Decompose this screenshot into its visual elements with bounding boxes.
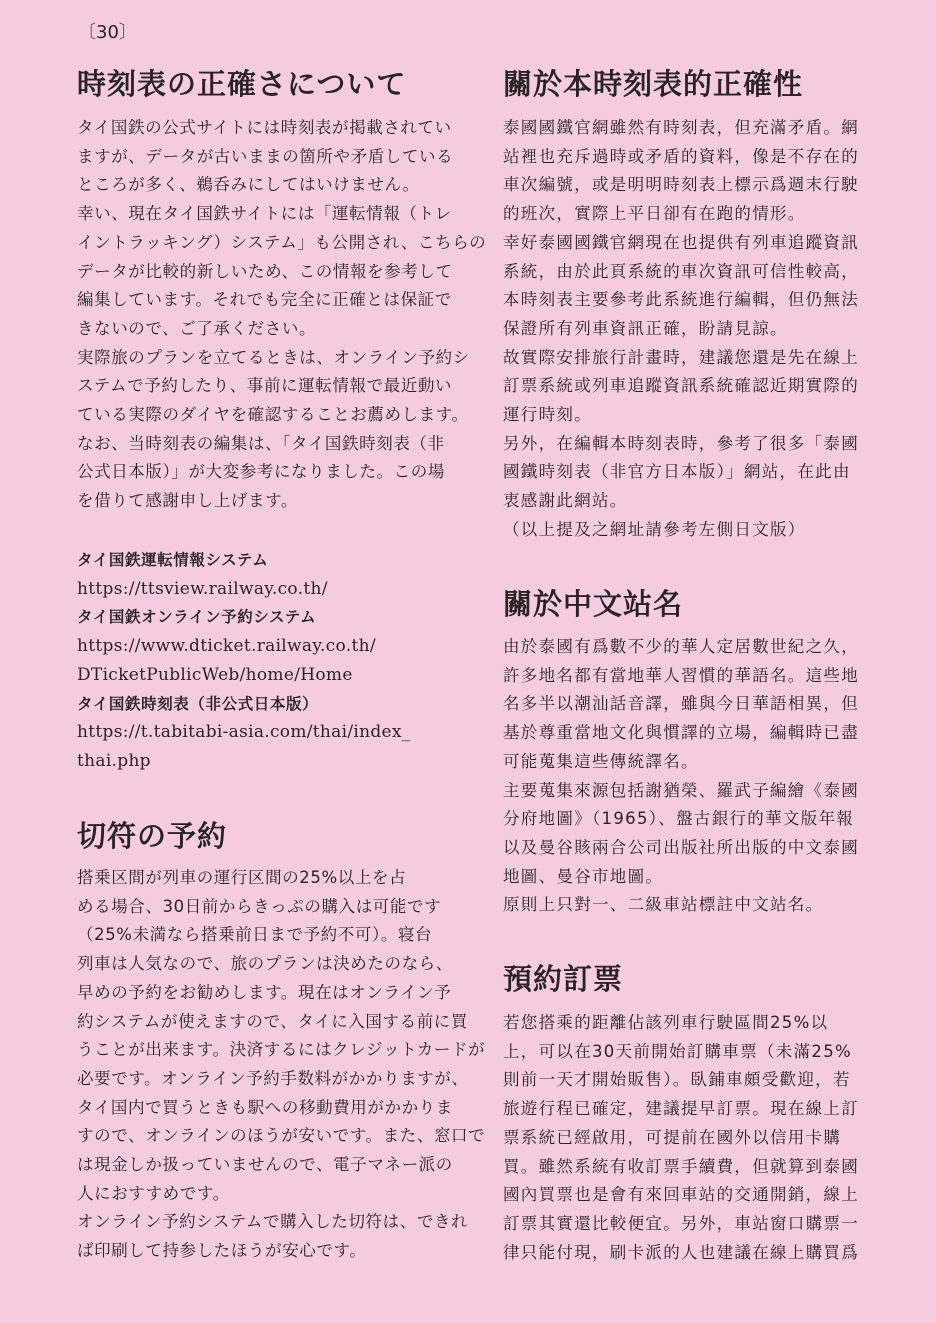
heading-jp-accuracy: 時刻表の正確さについて bbox=[77, 67, 407, 101]
text-line: を借りて感謝申し上げます。 bbox=[77, 491, 298, 511]
text-line: 保證所有列車資訊正確，盼請見諒。 bbox=[503, 318, 788, 338]
text-line: 買。雖然系統有收訂票手續費，但就算到泰國 bbox=[503, 1156, 859, 1176]
text-line: 許多地名都有當地華人習慣的華語名。這些地 bbox=[503, 665, 859, 685]
link-url[interactable]: https://www.dticket.railway.co.th/ bbox=[77, 636, 376, 657]
text-line: データが比較的新しいため、この情報を参考して bbox=[77, 261, 453, 281]
text-line: める場合、30日前からきっぷの購入は可能です bbox=[77, 896, 442, 916]
text-line: 訂票其實還比較便宜。另外，車站窗口購票一 bbox=[503, 1213, 859, 1233]
text-line: タイ国鉄の公式サイトには時刻表が掲載されてい bbox=[77, 118, 452, 137]
body-jp-tickets bbox=[77, 864, 485, 1266]
text-line: 若您搭乘的距離佔該列車行駛區間25%以 bbox=[503, 1013, 829, 1032]
text-line: ば印刷して持参したほうが安心です。 bbox=[77, 1241, 367, 1261]
text-line: ますが、データが古いままの箇所や矛盾している bbox=[77, 146, 454, 166]
link-label: タイ国鉄時刻表（非公式日本版） bbox=[77, 694, 319, 713]
text-line: 基於尊重當地文化與慣譯的立場，編輯時已盡 bbox=[503, 723, 859, 743]
page-number: 〔30〕 bbox=[78, 22, 137, 43]
text-line: 主要蒐集來源包括謝猶榮、羅武子編繪《泰國 bbox=[503, 780, 859, 800]
text-line: 系統，由於此頁系統的車次資訊可信性較高， bbox=[503, 261, 859, 281]
text-line: 運行時刻。 bbox=[503, 405, 592, 425]
text-line: 原則上只對一、二級車站標註中文站名。 bbox=[503, 895, 824, 915]
text-line: 上，可以在30天前開始訂購車票（未滿25% bbox=[503, 1041, 852, 1061]
link-url[interactable]: https://ttsview.railway.co.th/ bbox=[77, 578, 328, 599]
text-line: 衷感謝此網站。 bbox=[503, 491, 628, 511]
heading-zh-accuracy: 關於本時刻表的正確性 bbox=[503, 67, 804, 101]
text-line: 必要です。オンライン予約手数料がかかりますが、 bbox=[77, 1068, 469, 1088]
text-line: すので、オンラインのほうが安いです。また、窓口で bbox=[77, 1126, 486, 1146]
text-line: ところが多く、鵜呑みにしてはいけません。 bbox=[77, 175, 420, 195]
text-line: 編集しています。それでも完全に正確とは保証で bbox=[77, 290, 452, 310]
text-line: 車次編號，或是明明時刻表上標示爲週末行駛 bbox=[503, 175, 859, 195]
text-line: 的班次，實際上平日卻有在跑的情形。 bbox=[503, 204, 806, 224]
text-line: 國鐵時刻表（非官方日本版）」網站，在此由 bbox=[503, 462, 851, 482]
text-line: 訂票系統或列車追蹤資訊系統確認近期實際的 bbox=[503, 376, 859, 396]
text-line: 列車は人気なので、旅のプランは決めたのなら、 bbox=[77, 954, 453, 974]
text-line: 旅遊行程已確定，建議提早訂票。現在線上訂 bbox=[503, 1099, 859, 1119]
text-line: 実際旅のプランを立てるときは、オンライン予約シ bbox=[77, 347, 470, 367]
heading-zh-station-names: 關於中文站名 bbox=[503, 587, 684, 621]
text-line: は現金しか扱っていませんので、電子マネー派の bbox=[77, 1155, 453, 1175]
text-line: 故實際安排旅行計畫時，建議您還是先在線上 bbox=[503, 347, 859, 367]
link-label: タイ国鉄運転情報システム bbox=[77, 551, 269, 569]
text-line: 幸好泰國國鐵官網現在也提供有列車追蹤資訊 bbox=[503, 232, 859, 252]
link-url[interactable]: DTicketPublicWeb/home/Home bbox=[77, 664, 353, 685]
link-url[interactable]: https://t.tabitabi-asia.com/thai/index_ bbox=[77, 722, 411, 743]
text-line: 站裡也充斥過時或矛盾的資料，像是不存在的 bbox=[503, 146, 859, 166]
text-line: うことが出来ます。決済するにはクレジットカードが bbox=[77, 1040, 486, 1060]
body-zh-accuracy bbox=[503, 114, 859, 545]
text-line: 由於泰國有爲數不少的華人定居數世紀之久， bbox=[503, 637, 859, 656]
body-zh-station-names bbox=[503, 633, 859, 920]
link-label: タイ国鉄オンライン予約システム bbox=[77, 608, 317, 627]
text-line: 票系統已經啟用，可提前在國外以信用卡購 bbox=[503, 1127, 842, 1147]
text-line: タイ国内で買うときも駅への移動費用がかかりま bbox=[77, 1097, 453, 1117]
text-line: 幸い、現在タイ国鉄サイトには「運転情報（トレ bbox=[77, 204, 452, 224]
text-line: 本時刻表主要參考此系統進行編輯，但仍無法 bbox=[503, 290, 859, 310]
text-line: 分府地圖》（1965）、盤古銀行的華文版年報 bbox=[503, 809, 855, 829]
text-line: 國內買票也是會有來回車站的交通開銷，線上 bbox=[503, 1185, 859, 1205]
text-line: 公式日本版）」が大変参考になりました。この場 bbox=[77, 462, 445, 482]
text-line: 可能蒐集這些傳統譯名。 bbox=[503, 751, 699, 771]
text-line: きないので、ご了承ください。 bbox=[77, 318, 317, 338]
text-line: イントラッキング）システム」も公開され、こちらの bbox=[77, 232, 487, 252]
text-line: 另外，在編輯本時刻表時，參考了很多「泰國 bbox=[503, 433, 859, 453]
text-line: 地圖、曼谷市地圖。 bbox=[503, 866, 664, 886]
text-line: （以上提及之網址請參考左側日文版） bbox=[503, 519, 806, 539]
body-jp-accuracy bbox=[77, 114, 486, 516]
text-line: （25%未満なら搭乗前日まで予約不可）。寝台 bbox=[77, 925, 433, 945]
text-line: 名多半以潮汕話音譯，雖與今日華語相異，但 bbox=[503, 694, 859, 714]
text-line: 約システムが使えますので、タイに入国する前に買 bbox=[77, 1011, 468, 1031]
text-line: オンライン予約システムで購入した切符は、できれ bbox=[77, 1212, 469, 1232]
text-line: ている実際のダイヤを確認することお薦めします。 bbox=[77, 405, 469, 425]
text-line: 早めの予約をお勧めします。現在はオンライン予 bbox=[77, 982, 452, 1002]
text-line: 律只能付現，刷卡派的人也建議在線上購買爲 bbox=[503, 1242, 859, 1262]
heading-zh-tickets: 預約訂票 bbox=[503, 962, 624, 996]
text-line: なお、当時刻表の編集は、「タイ国鉄時刻表（非 bbox=[77, 433, 445, 453]
link-list bbox=[77, 546, 411, 776]
link-url[interactable]: thai.php bbox=[77, 750, 151, 771]
text-line: 人におすすめです。 bbox=[77, 1183, 230, 1203]
body-zh-tickets bbox=[503, 1009, 859, 1267]
text-line: 則前一天才開始販售）。臥鋪車頗受歡迎，若 bbox=[503, 1070, 851, 1090]
text-line: 搭乗区間が列車の運行区間の25%以上を占 bbox=[77, 868, 407, 887]
text-line: 以及曼谷賅兩合公司出版社所出版的中文泰國 bbox=[503, 837, 859, 857]
text-line: 泰國國鐵官網雖然有時刻表，但充滿矛盾。網 bbox=[503, 118, 859, 137]
text-line: ステムで予約したり、事前に運転情報で最近動い bbox=[77, 376, 453, 396]
heading-jp-tickets: 切符の予約 bbox=[77, 819, 228, 853]
